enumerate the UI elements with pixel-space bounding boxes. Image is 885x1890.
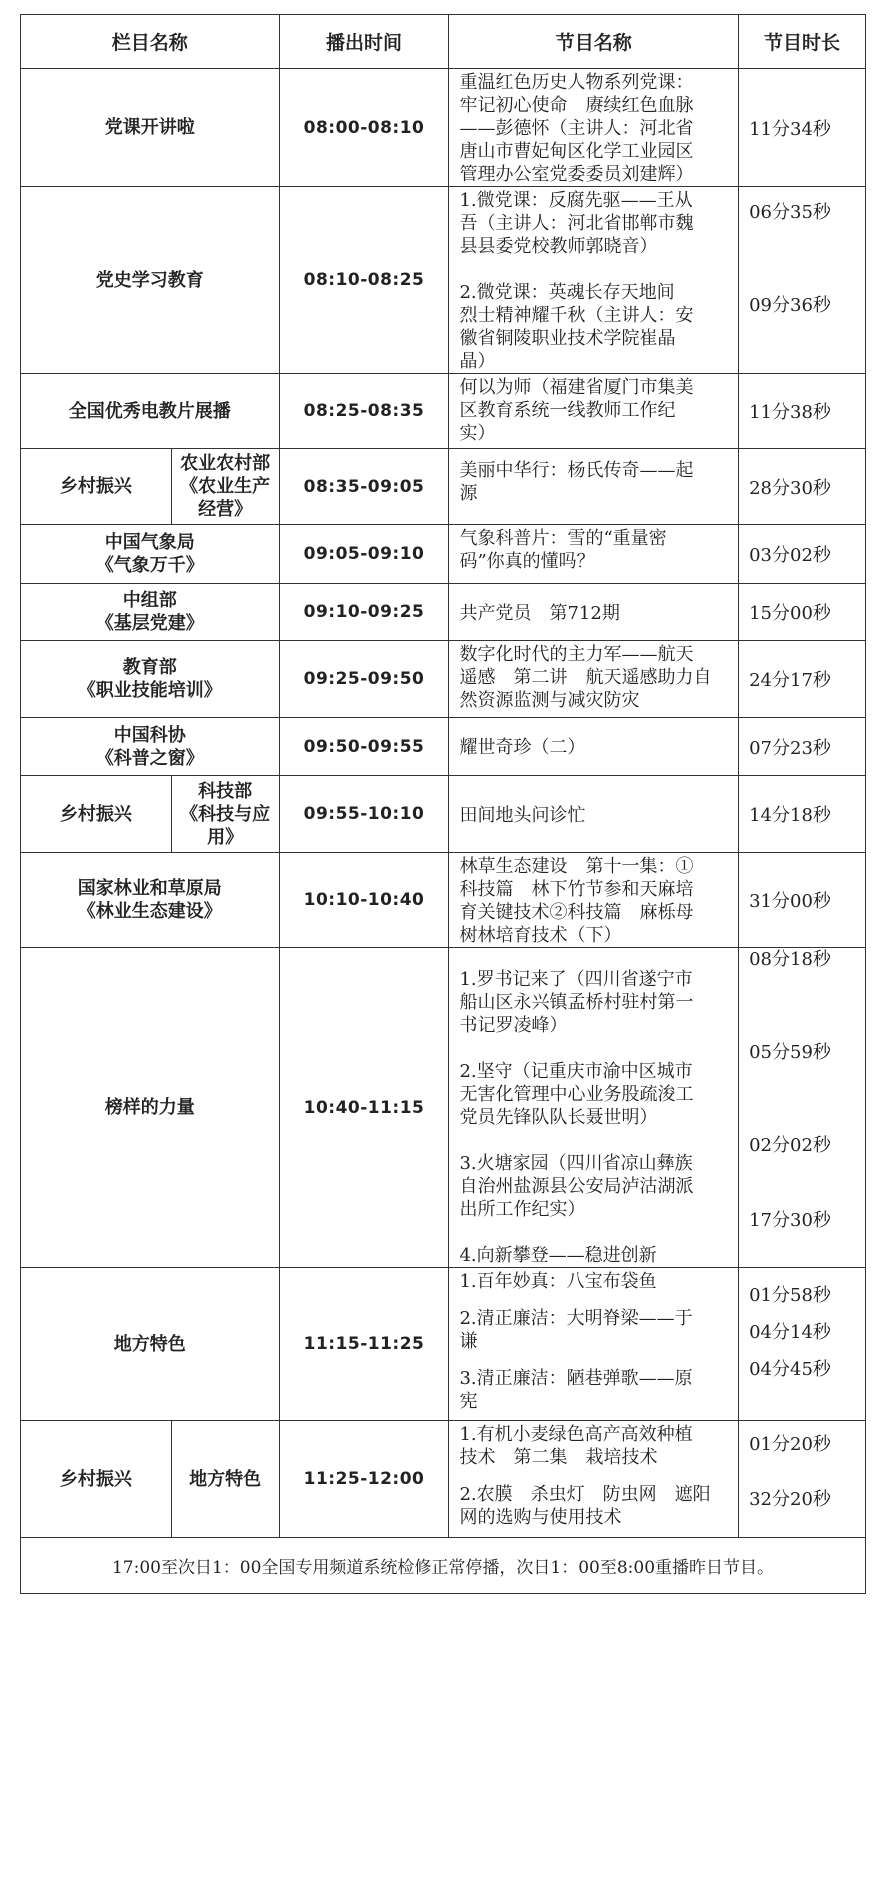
table-row	[21, 718, 866, 776]
program-cell	[449, 449, 739, 525]
duration-cell	[739, 449, 866, 525]
table-row	[21, 776, 866, 853]
column-name: 乡村振兴	[21, 1421, 172, 1538]
air-time: 10:10-10:40	[279, 853, 449, 948]
column-name: 中组部 《基层党建》	[21, 584, 280, 641]
sub-column-name: 农业农村部 《农业生产 经营》	[171, 449, 279, 525]
header-program: 节目名称	[449, 15, 739, 69]
program-cell	[449, 374, 739, 449]
air-time: 09:10-09:25	[279, 584, 449, 641]
sub-column-name: 地方特色	[171, 1421, 279, 1538]
program-cell	[449, 776, 739, 853]
column-name: 地方特色	[21, 1268, 280, 1421]
duration-cell	[739, 718, 866, 776]
duration-cell	[739, 853, 866, 948]
program-name: 2.清正廉洁：大明脊梁——于 谦	[459, 1308, 693, 1352]
program-name: 1.百年妙真：八宝布袋鱼	[459, 1271, 657, 1292]
table-row	[21, 584, 866, 641]
air-time: 10:40-11:15	[279, 948, 449, 1268]
air-time: 08:10-08:25	[279, 187, 449, 374]
duration: 09分36秒	[749, 295, 831, 316]
table-row	[21, 525, 866, 584]
column-name: 乡村振兴	[21, 776, 172, 853]
air-time: 11:25-12:00	[279, 1421, 449, 1538]
duration: 24分17秒	[749, 670, 831, 691]
column-name: 中国科协 《科普之窗》	[21, 718, 280, 776]
duration: 01分58秒	[749, 1285, 831, 1306]
program-cell	[449, 641, 739, 718]
program-name: 3.清正廉洁：陋巷弹歌——原 宪	[459, 1368, 693, 1412]
program-name: 数字化时代的主力军——航天 遥感 第二讲 航天遥感助力自 然资源监测与减灾防灾	[459, 644, 712, 711]
column-name: 中国气象局 《气象万千》	[21, 525, 280, 584]
table-row	[21, 948, 866, 1268]
air-time: 09:50-09:55	[279, 718, 449, 776]
program-name: 1.有机小麦绿色高产高效种植 技术 第二集 栽培技术	[459, 1424, 693, 1468]
duration: 14分18秒	[749, 805, 831, 826]
header-duration: 节目时长	[739, 15, 866, 69]
program-name: 1.微党课：反腐先驱——王从 吾（主讲人：河北省邯郸市魏 县县委党校教师郭晓音）	[459, 190, 694, 257]
duration: 03分02秒	[749, 545, 831, 566]
column-name: 党史学习教育	[21, 187, 280, 374]
duration-cell	[739, 374, 866, 449]
table-row	[21, 187, 866, 374]
program-name: 1.罗书记来了（四川省遂宁市 船山区永兴镇孟桥村驻村第一 书记罗凌峰）	[459, 969, 694, 1036]
duration: 17分30秒	[749, 1210, 831, 1231]
duration: 06分35秒	[749, 202, 831, 223]
program-name: 美丽中华行：杨氏传奇——起 源	[459, 460, 694, 504]
footer-note: 17:00至次日1：00全国专用频道系统检修正常停播，次日1：00至8:00重播昨日节目。	[21, 1538, 866, 1594]
program-cell	[449, 1268, 739, 1421]
program-name: 2.农膜 杀虫灯 防虫网 遮阳 网的选购与使用技术	[459, 1484, 711, 1528]
duration-cell	[739, 1268, 866, 1421]
column-name: 党课开讲啦	[21, 69, 280, 187]
duration: 11分38秒	[749, 402, 831, 423]
column-name: 教育部 《职业技能培训》	[21, 641, 280, 718]
program-name: 气象科普片：雪的“重量密 码”你真的懂吗？	[459, 528, 667, 572]
table-row	[21, 69, 866, 187]
duration-cell	[739, 641, 866, 718]
duration: 01分20秒	[749, 1434, 831, 1455]
table-row	[21, 641, 866, 718]
duration: 28分30秒	[749, 477, 831, 499]
footer-row	[21, 1538, 866, 1594]
program-cell	[449, 853, 739, 948]
schedule-table	[20, 14, 866, 1594]
program-name: 3.火塘家园（四川省凉山彝族 自治州盐源县公安局泸沽湖派 出所工作纪实）	[459, 1153, 694, 1220]
duration-cell	[739, 1421, 866, 1538]
air-time: 08:35-09:05	[279, 449, 449, 525]
air-time: 08:00-08:10	[279, 69, 449, 187]
table-row	[21, 853, 866, 948]
duration-cell	[739, 187, 866, 374]
program-name: 耀世奇珍（二）	[459, 737, 586, 758]
air-time: 09:55-10:10	[279, 776, 449, 853]
program-name: 何以为师（福建省厦门市集美 区教育系统一线教师工作纪 实）	[459, 377, 694, 444]
duration: 15分00秒	[749, 603, 831, 624]
table-row	[21, 374, 866, 449]
duration: 32分20秒	[749, 1489, 831, 1510]
program-name: 田间地头问诊忙	[459, 804, 586, 826]
air-time: 08:25-08:35	[279, 374, 449, 449]
program-cell	[449, 525, 739, 584]
duration-cell	[739, 776, 866, 853]
program-cell	[449, 187, 739, 374]
duration-cell	[739, 69, 866, 187]
duration-cell	[739, 584, 866, 641]
sub-column-name: 科技部 《科技与应 用》	[171, 776, 279, 853]
column-name: 全国优秀电教片展播	[21, 374, 280, 449]
header-time: 播出时间	[279, 15, 449, 69]
program-cell	[449, 718, 739, 776]
program-name: 共产党员 第712期	[459, 602, 620, 624]
duration-cell	[739, 525, 866, 584]
program-cell	[449, 69, 739, 187]
air-time: 11:15-11:25	[279, 1268, 449, 1421]
table-row	[21, 1421, 866, 1538]
header-row	[21, 15, 866, 69]
duration: 08分18秒	[749, 949, 831, 970]
program-name: 林草生态建设 第十一集：① 科技篇 林下竹节参和天麻培 育关键技术②科技篇 麻栎母 树林培育技术（下）	[459, 856, 694, 946]
duration: 02分02秒	[749, 1135, 831, 1156]
air-time: 09:25-09:50	[279, 641, 449, 718]
column-name: 国家林业和草原局 《林业生态建设》	[21, 853, 280, 948]
table-row	[21, 449, 866, 525]
column-name: 乡村振兴	[21, 449, 172, 525]
program-name: 4.向新攀登——稳进创新	[459, 1245, 657, 1266]
column-name: 榜样的力量	[21, 948, 280, 1268]
duration: 11分34秒	[749, 118, 831, 140]
program-name: 重温红色历史人物系列党课： 牢记初心使命 赓续红色血脉 ——彭德怀（主讲人：河北省 唐山市曹妃甸区化学工业园区 管理办公室党委委员刘建辉）	[459, 72, 694, 185]
header-column: 栏目名称	[21, 15, 280, 69]
duration: 04分14秒	[749, 1322, 831, 1343]
table-row	[21, 1268, 866, 1421]
program-cell	[449, 1421, 739, 1538]
program-cell	[449, 948, 739, 1268]
program-name: 2.坚守（记重庆市渝中区城市 无害化管理中心业务股疏浚工 党员先锋队队长聂世明）	[459, 1061, 694, 1128]
air-time: 09:05-09:10	[279, 525, 449, 584]
duration-cell	[739, 948, 866, 1268]
duration: 04分45秒	[749, 1359, 831, 1380]
duration: 05分59秒	[749, 1042, 831, 1063]
program-name: 2.微党课：英魂长存天地间 烈士精神耀千秋（主讲人：安 徽省铜陵职业技术学院崔晶 晶）	[459, 282, 694, 372]
duration: 07分23秒	[749, 737, 831, 759]
program-cell	[449, 584, 739, 641]
duration: 31分00秒	[749, 891, 831, 912]
